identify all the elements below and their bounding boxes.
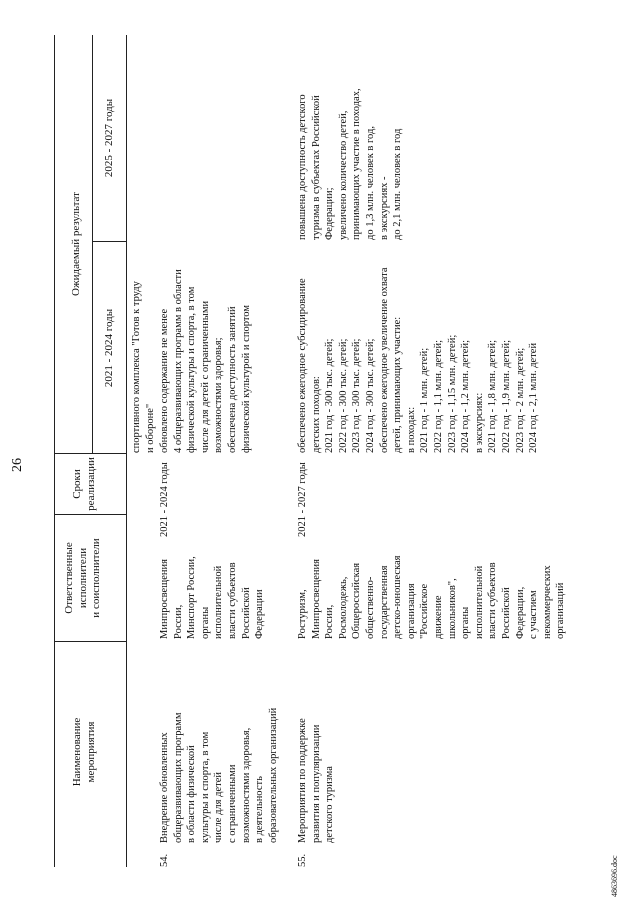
table-column-divider-1 <box>54 641 126 642</box>
row-55-result-2021-2024: обеспечено ежегодное субсидирование детских походов: 2021 год - 300 тыс. детей; 2022 год - 300 тыс. детей; 2023 год - 300 тыс. детей; 2024 год - 300 тыс. детей; обеспечено ежегодное увеличение охвата детей, принимающих участие: в походах: 2021 год - 1 млн. детей; 2022 год - 1,1 млн. детей; 2023 год - 1,15 млн. детей; 2024 год - 1,2 млн. детей; в экскурсиях: 2021 год - 1,8 млн. детей; 2022 год - 1,9 млн. детей; 2023 год - 2 млн. детей; 2024 год - 2,1 млн. детей <box>297 267 540 453</box>
header-period-2: 2025 - 2027 годы <box>103 98 115 178</box>
table-column-divider-4 <box>92 241 126 242</box>
table-column-divider-2 <box>54 514 126 515</box>
header-expected-result: Ожидаемый результат <box>70 192 82 296</box>
row-54-name: Внедрение обновленных общеразвивающих программ в области физической культуры и спорта, в том числе для детей с ограниченными возможностями здоровья, в деятельность образовательных организаций <box>159 707 279 843</box>
row-54-result-2021-2024: обновлено содержание не менее 4 общеразвивающих программ в области физической культуры и спорта, в том числе для детей с ограниченными возможностями здоровья; обеспечена доступность занятий физической культурой и спортом <box>159 269 252 453</box>
header-event-name: Наименование мероприятия <box>71 717 97 787</box>
row-55-name: Мероприятия по поддержке развития и популяризации детского туризма <box>297 718 336 843</box>
continuation-result: спортивного комплекса "Готов к труду и обороне" <box>131 281 156 453</box>
document-footer: 4863696.doc <box>610 855 619 897</box>
row-55-responsible: Ростуризм, Минпросвещения России, Росмолодежь, Общероссийская общественно- государственная детско-юношеская организация "Российское движение школьников", органы исполнительной власти субъектов Российской Федерации, с участием некоммерческих организаций <box>297 555 567 639</box>
header-responsible: Ответственные исполнители и соисполнители <box>63 538 102 618</box>
page-number: 26 <box>10 458 25 472</box>
row-55-result-2025-2027: повышена доступность детского туризма в субъектах Российской Федерации; увеличено количество детей, принимающих участие в походах, до 1,3 млн. человек в год, в экскурсиях - до 2,1 млн. человек в год <box>297 88 404 240</box>
row-54-number: 54. <box>159 853 170 867</box>
row-55-number: 55. <box>297 853 308 867</box>
table-rule-expected-result <box>92 35 93 454</box>
row-54-terms: 2021 - 2024 годы <box>159 462 170 537</box>
table-rule-top <box>54 35 55 867</box>
row-55-terms: 2021 - 2027 годы <box>297 462 308 537</box>
header-period-1: 2021 - 2024 годы <box>103 308 115 388</box>
row-54-responsible: Минпросвещения России, Минспорт России, органы исполнительной власти субъектов Российской Федерации <box>159 556 266 639</box>
table-column-divider-3 <box>54 453 126 454</box>
header-terms: Сроки реализации <box>71 457 97 511</box>
table-rule-header-bottom <box>126 35 127 867</box>
